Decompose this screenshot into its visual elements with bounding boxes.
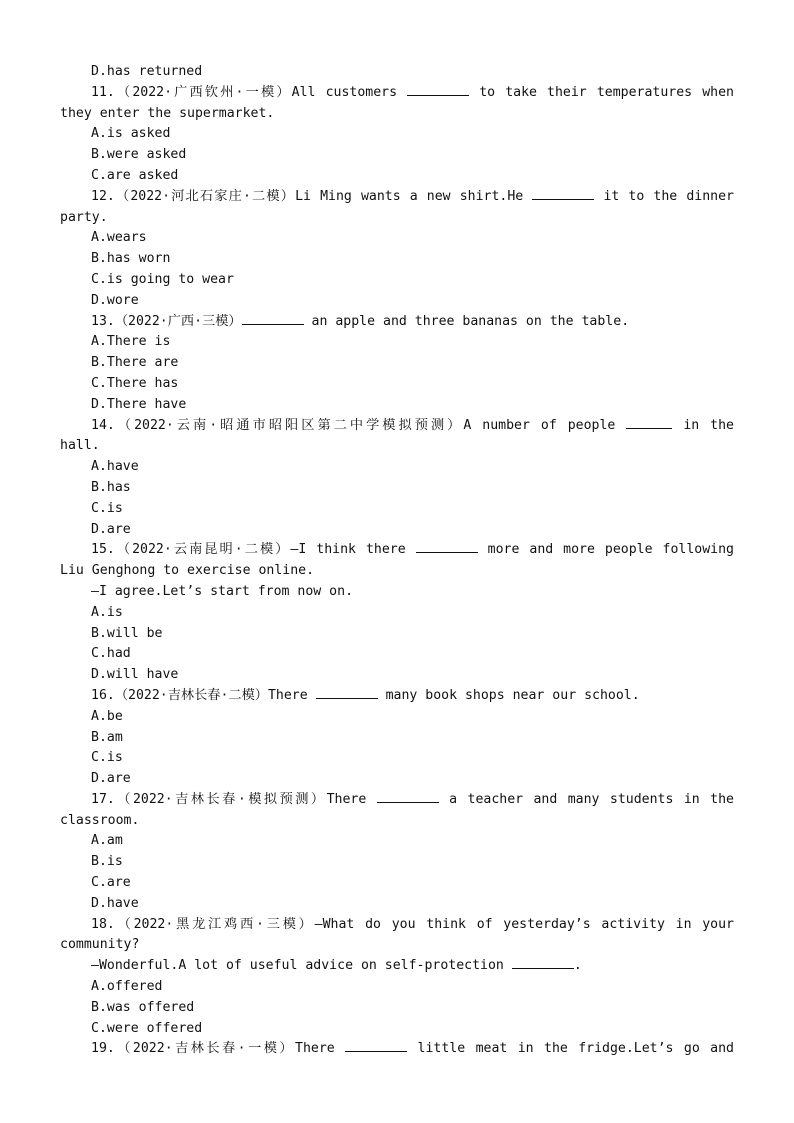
answer-blank[interactable] (626, 416, 672, 429)
question-number: 16. (91, 687, 115, 703)
answer-blank[interactable] (416, 540, 478, 553)
question-source: （2022·广西钦州·一模） (114, 84, 292, 100)
question-number: 15. (91, 542, 115, 558)
option-d[interactable]: D.are (91, 521, 131, 537)
question-19: 19.（2022·吉林长春·一模）There little meat in the fridge.Let’s go and (91, 1041, 734, 1057)
question-15: 15.（2022·云南昆明·二模）—I think there more and more people following (91, 542, 734, 558)
option-d[interactable]: D.are (91, 771, 131, 787)
option-c[interactable]: C.are asked (91, 167, 179, 183)
question-15-continued: Liu Genghong to exercise online. (60, 563, 315, 579)
question-number: 17. (91, 791, 115, 807)
option-c[interactable]: C.There has (91, 375, 179, 391)
question-18-continued: community? (60, 937, 140, 953)
option-a[interactable]: A.wears (91, 230, 147, 246)
option-c[interactable]: C.is going to wear (91, 271, 234, 287)
option-a[interactable]: A.is asked (91, 126, 171, 142)
option-d[interactable]: D.will have (91, 667, 179, 683)
option-a[interactable]: A.be (91, 708, 123, 724)
answer-blank[interactable] (407, 83, 469, 96)
option-a[interactable]: A.offered (91, 979, 163, 995)
option-d[interactable]: D.wore (91, 292, 139, 308)
option-b[interactable]: B.has (91, 479, 131, 495)
option-d[interactable]: D.has returned (91, 64, 203, 79)
option-b[interactable]: B.was offered (91, 999, 195, 1015)
dialogue-reply: —Wonderful.A lot of useful advice on self-protection . (91, 958, 582, 974)
answer-blank[interactable] (242, 312, 304, 325)
option-b[interactable]: B.were asked (91, 147, 187, 163)
option-c[interactable]: C.had (91, 646, 131, 662)
question-source: （2022·吉林长春·一模） (114, 1041, 296, 1057)
answer-blank[interactable] (512, 956, 574, 969)
question-11: 11.（2022·广西钦州·一模）All customers to take their temperatures when (91, 84, 734, 100)
document-body (60, 62, 734, 1060)
answer-blank[interactable] (345, 1039, 407, 1052)
question-number: 19. (91, 1041, 115, 1057)
option-b[interactable]: B.has worn (91, 251, 171, 267)
question-17-continued: classroom. (60, 812, 140, 828)
question-18: 18.（2022·黑龙江鸡西·三模）—What do you think of yesterday’s activity in your (91, 916, 734, 932)
question-source: （2022·广西·三模） (114, 313, 242, 329)
option-c[interactable]: C.were offered (91, 1020, 203, 1036)
option-b[interactable]: B.There are (91, 355, 179, 371)
answer-blank[interactable] (316, 686, 378, 699)
question-17: 17.（2022·吉林长春·模拟预测）There a teacher and many students in the (91, 791, 734, 807)
question-14: 14.（2022·云南·昭通市昭阳区第二中学模拟预测）A number of people in the (91, 417, 734, 433)
question-source: （2022·云南·昭通市昭阳区第二中学模拟预测） (114, 417, 464, 433)
option-a[interactable]: A.is (91, 604, 123, 620)
option-c[interactable]: C.is (91, 500, 123, 516)
option-b[interactable]: B.am (91, 729, 123, 745)
question-12: 12.（2022·河北石家庄·二模）Li Ming wants a new shirt.He it to the dinner (91, 188, 734, 204)
option-d[interactable]: D.There have (91, 396, 187, 412)
question-number: 14. (91, 417, 115, 433)
question-number: 18. (91, 916, 115, 932)
question-number: 12. (91, 188, 115, 204)
question-source: （2022·云南昆明·二模） (114, 542, 291, 558)
answer-blank[interactable] (532, 187, 594, 200)
question-16: 16.（2022·吉林长春·二模）There many book shops near our school. (91, 687, 640, 703)
question-source: （2022·河北石家庄·二模） (114, 188, 296, 204)
question-14-continued: hall. (60, 438, 100, 454)
option-c[interactable]: C.is (91, 750, 123, 766)
question-source: （2022·吉林长春·二模） (114, 687, 268, 703)
question-13: 13.（2022·广西·三模） an apple and three bananas on the table. (91, 313, 630, 329)
question-11-continued: they enter the supermarket. (60, 105, 275, 121)
question-12-continued: party. (60, 209, 108, 225)
option-a[interactable]: A.There is (91, 334, 171, 350)
option-b[interactable]: B.is (91, 854, 123, 870)
option-a[interactable]: A.am (91, 833, 123, 849)
question-source: （2022·吉林长春·模拟预测） (114, 791, 327, 807)
question-number: 11. (91, 84, 115, 100)
option-a[interactable]: A.have (91, 459, 139, 475)
dialogue-reply: —I agree.Let’s start from now on. (91, 583, 354, 599)
answer-blank[interactable] (377, 790, 439, 803)
option-b[interactable]: B.will be (91, 625, 163, 641)
option-d[interactable]: D.have (91, 895, 139, 911)
question-number: 13. (91, 313, 115, 329)
question-source: （2022·黑龙江鸡西·三模） (114, 916, 315, 932)
option-c[interactable]: C.are (91, 875, 131, 891)
